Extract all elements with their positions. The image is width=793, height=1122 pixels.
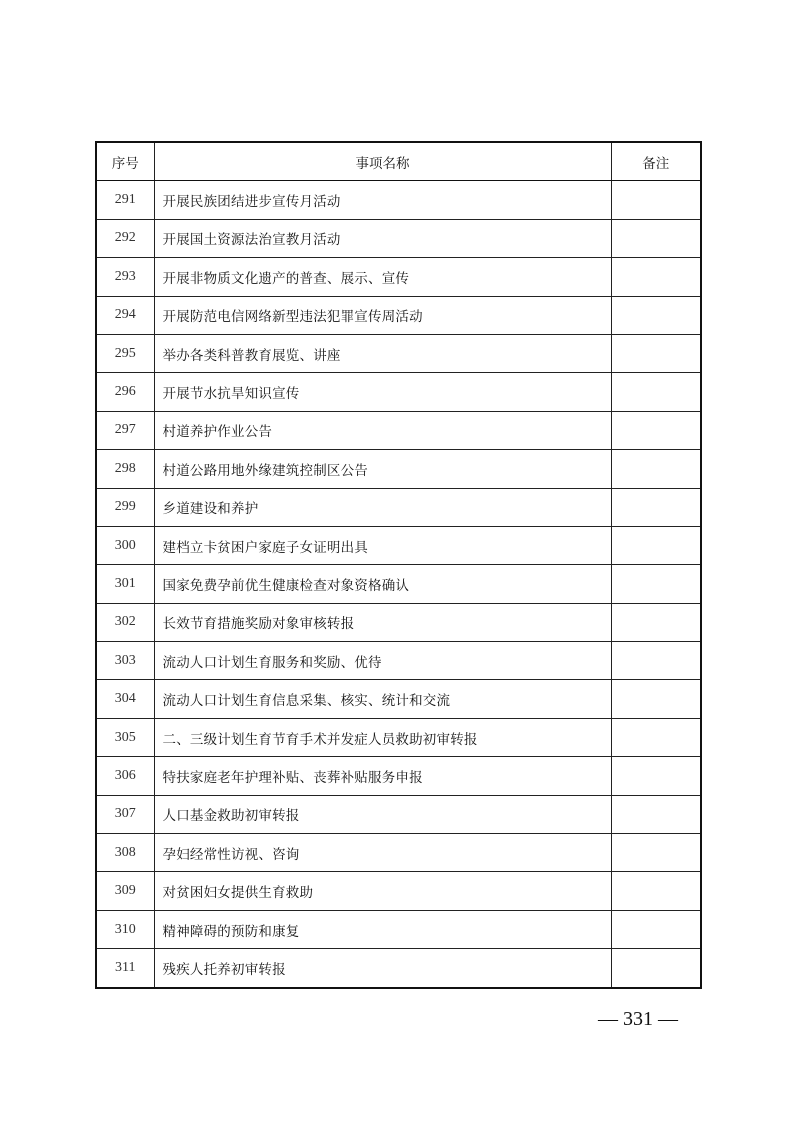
table-row: [96, 603, 701, 641]
table-row: [96, 910, 701, 948]
row-serial-number: 293: [96, 258, 154, 296]
row-item-name: 国家免费孕前优生健康检查对象资格确认: [154, 565, 611, 603]
row-remarks: [611, 872, 701, 910]
row-remarks: [611, 258, 701, 296]
table-header: [96, 142, 701, 181]
row-remarks: [611, 603, 701, 641]
row-serial-number: 311: [96, 949, 154, 988]
table-row: [96, 450, 701, 488]
row-item-name: 开展节水抗旱知识宣传: [154, 373, 611, 411]
row-remarks: [611, 334, 701, 372]
row-item-name: 流动人口计划生育信息采集、核实、统计和交流: [154, 680, 611, 718]
row-serial-number: 292: [96, 219, 154, 257]
row-item-name: 举办各类科普教育展览、讲座: [154, 334, 611, 372]
row-remarks: [611, 219, 701, 257]
row-serial-number: 304: [96, 680, 154, 718]
row-serial-number: 300: [96, 526, 154, 564]
table-row: [96, 526, 701, 564]
row-remarks: [611, 373, 701, 411]
row-item-name: 特扶家庭老年护理补贴、丧葬补贴服务申报: [154, 757, 611, 795]
row-remarks: [611, 488, 701, 526]
table-row: [96, 181, 701, 219]
row-serial-number: 295: [96, 334, 154, 372]
items-table: [95, 141, 702, 989]
row-item-name: 开展民族团结进步宣传月活动: [154, 181, 611, 219]
table-row: [96, 565, 701, 603]
table-row: [96, 949, 701, 988]
row-remarks: [611, 565, 701, 603]
row-serial-number: 303: [96, 642, 154, 680]
table-row: [96, 795, 701, 833]
table-body: [96, 181, 701, 988]
row-serial-number: 296: [96, 373, 154, 411]
row-remarks: [611, 949, 701, 988]
table-row: [96, 373, 701, 411]
row-item-name: 对贫困妇女提供生育救助: [154, 872, 611, 910]
table-row: [96, 834, 701, 872]
header-item-name: 事项名称: [154, 142, 611, 181]
row-serial-number: 301: [96, 565, 154, 603]
header-remarks: 备注: [611, 142, 701, 181]
row-remarks: [611, 795, 701, 833]
header-serial-number: 序号: [96, 142, 154, 181]
row-serial-number: 305: [96, 718, 154, 756]
row-item-name: 开展非物质文化遗产的普查、展示、宣传: [154, 258, 611, 296]
row-remarks: [611, 642, 701, 680]
row-serial-number: 294: [96, 296, 154, 334]
row-item-name: 二、三级计划生育节育手术并发症人员救助初审转报: [154, 718, 611, 756]
row-item-name: 人口基金救助初审转报: [154, 795, 611, 833]
row-serial-number: 298: [96, 450, 154, 488]
row-item-name: 长效节育措施奖励对象审核转报: [154, 603, 611, 641]
row-serial-number: 302: [96, 603, 154, 641]
row-remarks: [611, 296, 701, 334]
table-row: [96, 757, 701, 795]
table-row: [96, 334, 701, 372]
row-remarks: [611, 450, 701, 488]
table-header-row: [96, 142, 701, 181]
table-row: [96, 642, 701, 680]
row-serial-number: 309: [96, 872, 154, 910]
row-item-name: 残疾人托养初审转报: [154, 949, 611, 988]
table-row: [96, 296, 701, 334]
row-item-name: 孕妇经常性访视、咨询: [154, 834, 611, 872]
row-serial-number: 291: [96, 181, 154, 219]
row-remarks: [611, 718, 701, 756]
row-item-name: 流动人口计划生育服务和奖励、优待: [154, 642, 611, 680]
row-serial-number: 306: [96, 757, 154, 795]
row-item-name: 村道养护作业公告: [154, 411, 611, 449]
table-row: [96, 258, 701, 296]
page-number: — 331 —: [598, 1008, 678, 1030]
row-remarks: [611, 411, 701, 449]
row-item-name: 建档立卡贫困户家庭子女证明出具: [154, 526, 611, 564]
row-remarks: [611, 181, 701, 219]
row-remarks: [611, 910, 701, 948]
row-item-name: 村道公路用地外缘建筑控制区公告: [154, 450, 611, 488]
row-item-name: 乡道建设和养护: [154, 488, 611, 526]
row-serial-number: 310: [96, 910, 154, 948]
table-row: [96, 680, 701, 718]
row-serial-number: 308: [96, 834, 154, 872]
row-serial-number: 297: [96, 411, 154, 449]
row-item-name: 开展防范电信网络新型违法犯罪宣传周活动: [154, 296, 611, 334]
row-remarks: [611, 680, 701, 718]
row-remarks: [611, 526, 701, 564]
row-serial-number: 307: [96, 795, 154, 833]
row-item-name: 精神障碍的预防和康复: [154, 910, 611, 948]
table-row: [96, 488, 701, 526]
row-remarks: [611, 757, 701, 795]
table-row: [96, 718, 701, 756]
table-row: [96, 411, 701, 449]
row-serial-number: 299: [96, 488, 154, 526]
table-row: [96, 219, 701, 257]
row-item-name: 开展国土资源法治宣教月活动: [154, 219, 611, 257]
table-row: [96, 872, 701, 910]
row-remarks: [611, 834, 701, 872]
